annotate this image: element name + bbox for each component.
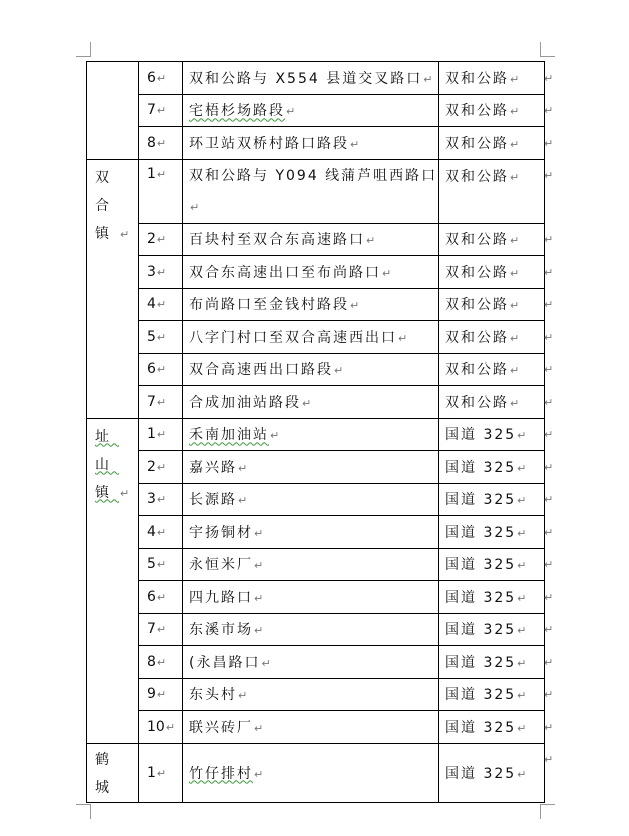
road-cell: 双和公路↵: [439, 94, 545, 127]
row-end-mark: ↵: [544, 460, 554, 474]
location-cell: 双和公路与 Y094 线蒲芦咀西路口↵: [183, 159, 439, 223]
road-cell: 双和公路↵: [439, 386, 545, 419]
table-row: [87, 386, 545, 419]
table-row: [87, 516, 545, 549]
row-end-mark: ↵: [544, 233, 554, 246]
table-row: [87, 353, 545, 386]
row-end-mark: ↵: [544, 558, 554, 571]
town-cell: 鹤城: [87, 743, 139, 802]
location-cell: 双和公路与 X554 县道交叉路口↵: [183, 62, 439, 95]
location-cell: 四九路口↵: [183, 581, 439, 614]
road-cell: 双和公路↵: [439, 256, 545, 289]
row-number: 7↵: [139, 94, 183, 127]
table-row: [87, 548, 545, 581]
road-cell: 双和公路↵: [439, 159, 545, 223]
town-cell: [87, 62, 139, 160]
location-cell: 双合东高速出口至布尚路口↵: [183, 256, 439, 289]
road-cell: 国道 325↵: [439, 516, 545, 549]
crop-mark-bottom-left: [76, 804, 91, 819]
location-cell: 嘉兴路↵: [183, 451, 439, 484]
location-cell: 长源路↵: [183, 483, 439, 516]
row-end-mark: ↵: [544, 428, 554, 441]
location-cell: 东头村↵: [183, 678, 439, 711]
road-cell: 双和公路↵: [439, 288, 545, 321]
table-row: [87, 743, 545, 802]
location-cell: 环卫站双桥村路口路段↵: [183, 127, 439, 160]
road-cell: 国道 325↵: [439, 581, 545, 614]
row-number: 9↵: [139, 678, 183, 711]
road-cell: 国道 325↵: [439, 711, 545, 744]
location-cell: 宅梧杉场路段↵: [183, 94, 439, 127]
table-row: [87, 483, 545, 516]
road-cell: 国道 325↵: [439, 548, 545, 581]
table-row: [87, 321, 545, 354]
row-number: 8↵: [139, 646, 183, 679]
table-row: [87, 256, 545, 289]
road-cell: 双和公路↵: [439, 321, 545, 354]
row-end-mark: ↵: [544, 655, 554, 669]
road-cell: 国道 325↵: [439, 451, 545, 484]
location-cell: 合成加油站路段↵: [183, 386, 439, 419]
road-cell: 国道 325↵: [439, 613, 545, 646]
road-cell: 双和公路↵: [439, 223, 545, 256]
row-number: 6↵: [139, 581, 183, 614]
row-number: 4↵: [139, 516, 183, 549]
town-cell: 址山镇↵: [87, 418, 139, 743]
row-end-mark: ↵: [544, 136, 554, 150]
location-cell: 八字门村口至双合高速西出口↵: [183, 321, 439, 354]
location-cell: 竹仔排村↵: [183, 743, 439, 802]
row-number: 6↵: [139, 353, 183, 386]
road-cell: 国道 325↵: [439, 483, 545, 516]
row-number: 5↵: [139, 321, 183, 354]
row-end-mark: ↵: [544, 753, 554, 766]
row-end-mark: ↵: [544, 330, 554, 344]
row-number: 7↵: [139, 613, 183, 646]
checkpoint-table: [86, 61, 545, 803]
row-end-mark: ↵: [544, 71, 554, 85]
table-row: [87, 711, 545, 744]
table-row: [87, 159, 545, 223]
row-number: 2↵: [139, 223, 183, 256]
table-row: [87, 613, 545, 646]
row-end-mark: ↵: [544, 688, 554, 701]
row-end-mark: ↵: [544, 623, 554, 636]
row-end-mark: ↵: [544, 525, 554, 539]
location-cell: 永恒米厂↵: [183, 548, 439, 581]
road-cell: 双和公路↵: [439, 353, 545, 386]
row-number: 3↵: [139, 483, 183, 516]
row-number: 8↵: [139, 127, 183, 160]
row-number: 1↵: [139, 159, 183, 223]
table-row: [87, 581, 545, 614]
row-end-mark: ↵: [544, 493, 554, 506]
table-row: [87, 94, 545, 127]
row-number: 1↵: [139, 418, 183, 451]
road-cell: 双和公路↵: [439, 62, 545, 95]
row-number: 2↵: [139, 451, 183, 484]
row-end-mark: ↵: [544, 265, 554, 279]
row-end-mark: ↵: [544, 298, 554, 311]
location-cell: 双合高速西出口路段↵: [183, 353, 439, 386]
row-number: 6↵: [139, 62, 183, 95]
row-end-mark: ↵: [544, 169, 554, 182]
row-end-mark: ↵: [544, 590, 554, 604]
table-row: [87, 223, 545, 256]
table-row: [87, 646, 545, 679]
table-row: [87, 678, 545, 711]
table-row: [87, 288, 545, 321]
row-end-mark: ↵: [544, 104, 554, 117]
row-number: 5↵: [139, 548, 183, 581]
road-cell: 国道 325↵: [439, 646, 545, 679]
location-cell: 禾南加油站↵: [183, 418, 439, 451]
road-cell: 国道 325↵: [439, 678, 545, 711]
row-end-mark: ↵: [544, 363, 554, 376]
table-row: [87, 451, 545, 484]
table-row: [87, 62, 545, 95]
table-row: [87, 127, 545, 160]
crop-mark-bottom-right: [540, 804, 555, 819]
row-end-mark: ↵: [544, 720, 554, 734]
road-cell: 国道 325↵: [439, 418, 545, 451]
location-cell: (永昌路口↵: [183, 646, 439, 679]
road-cell: 双和公路↵: [439, 127, 545, 160]
row-end-mark: ↵: [544, 395, 554, 409]
table-row: [87, 418, 545, 451]
crop-mark-top-right: [540, 42, 555, 57]
crop-mark-top-left: [76, 42, 91, 57]
row-number: 1↵: [139, 743, 183, 802]
row-number: 4↵: [139, 288, 183, 321]
town-cell: 双合镇↵: [87, 159, 139, 418]
row-number: 10↵: [139, 711, 183, 744]
road-cell: 国道 325↵: [439, 743, 545, 802]
row-number: 3↵: [139, 256, 183, 289]
row-number: 7↵: [139, 386, 183, 419]
location-cell: 东溪市场↵: [183, 613, 439, 646]
location-cell: 宇扬铜材↵: [183, 516, 439, 549]
location-cell: 联兴砖厂↵: [183, 711, 439, 744]
location-cell: 百块村至双合东高速路口↵: [183, 223, 439, 256]
location-cell: 布尚路口至金钱村路段↵: [183, 288, 439, 321]
